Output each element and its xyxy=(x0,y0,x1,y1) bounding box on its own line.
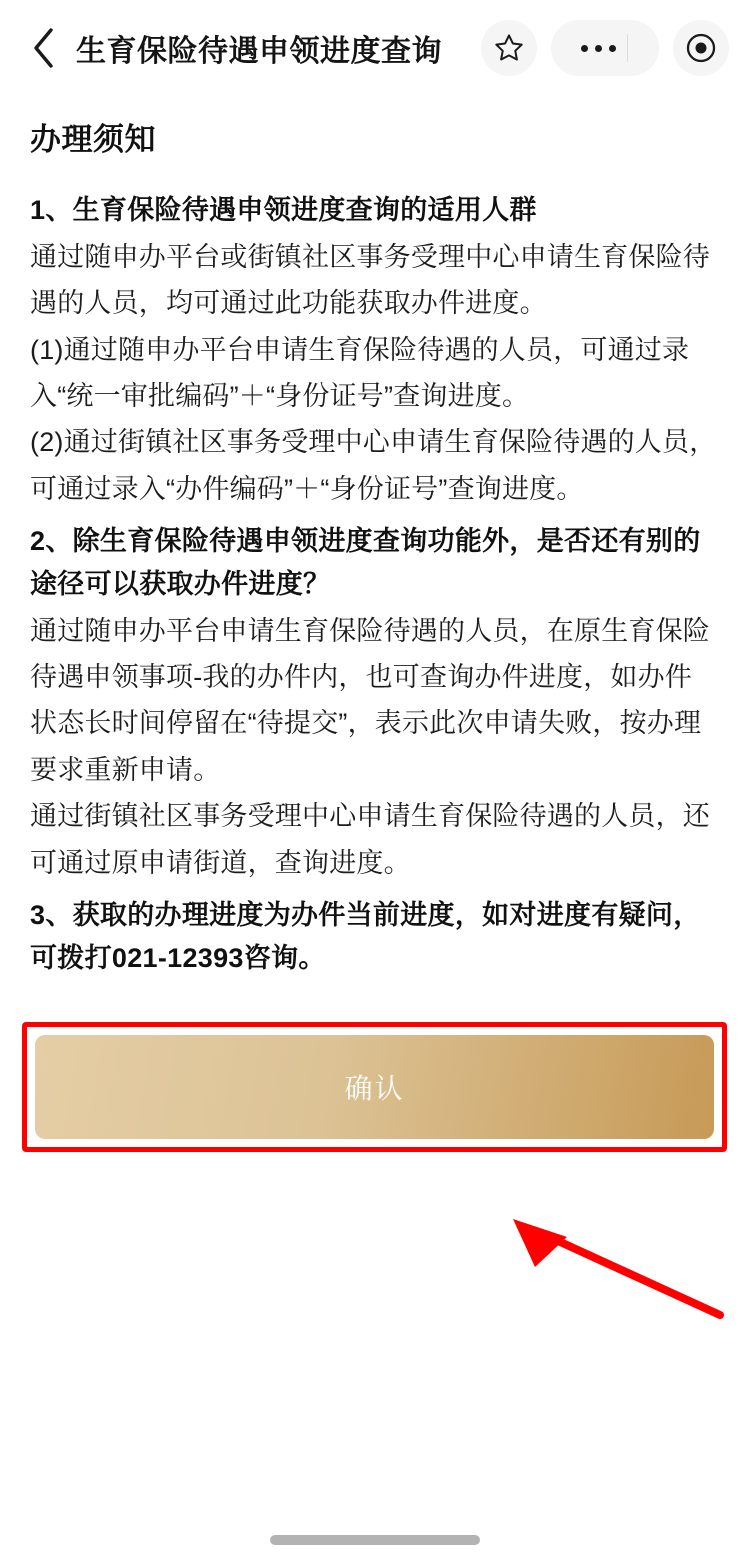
page-title: 生育保险待遇申领进度查询 xyxy=(76,35,442,68)
notice-paragraph-2: (1)通过随申办平台申请生育保险待遇的人员，可通过录入“统一审批编码”＋“身份证号”查询进度。 xyxy=(30,334,690,411)
notice-heading-1: 1、生育保险待遇申领进度查询的适用人群 xyxy=(30,195,537,225)
notice-paragraph-1: 通过随申办平台或街镇社区事务受理中心申请生育保险待遇的人员，均可通过此功能获取办件进度。 xyxy=(30,241,710,319)
section-title: 办理须知 xyxy=(30,122,156,157)
favorite-button[interactable] xyxy=(481,20,537,76)
more-dots-icon xyxy=(581,45,616,52)
confirm-button-highlight xyxy=(22,1022,727,1152)
red-arrow-up-left-icon xyxy=(505,1215,735,1325)
home-indicator xyxy=(270,1535,480,1545)
chevron-left-icon xyxy=(31,26,57,70)
confirm-button[interactable] xyxy=(35,1035,714,1139)
page-header xyxy=(0,0,749,96)
star-icon xyxy=(493,32,525,64)
notice-paragraph-4: 通过随申办平台申请生育保险待遇的人员，在原生育保险待遇申领事项-我的办件内，也可查询办件进度，如办件状态长时间停留在“待提交”，表示此次申请失败，按办理要求重新申请。 xyxy=(30,615,710,785)
divider xyxy=(627,34,628,62)
close-target-button[interactable] xyxy=(673,20,729,76)
notice-paragraph-5: 通过街镇社区事务受理中心申请生育保险待遇的人员，还可通过原申请街道，查询进度。 xyxy=(30,801,710,878)
notice-heading-2: 2、除生育保险待遇申领进度查询功能外，是否还有别的途径可以获取办件进度？ xyxy=(30,526,701,599)
back-button[interactable] xyxy=(22,22,66,74)
notice-paragraph-3: (2)通过街镇社区事务受理中心申请生育保险待遇的人员，可通过录入“办件编码”＋“身份证号”查询进度。 xyxy=(30,427,717,504)
notice-content xyxy=(0,96,749,980)
target-circle-icon xyxy=(684,31,718,65)
more-menu-button[interactable] xyxy=(551,20,659,76)
header-actions xyxy=(481,20,729,76)
confirm-button-label: 确认 xyxy=(344,1072,405,1104)
notice-heading-3: 3、获取的办理进度为办件当前进度，如对进度有疑问，可拨打021-12393咨询。 xyxy=(30,900,701,973)
